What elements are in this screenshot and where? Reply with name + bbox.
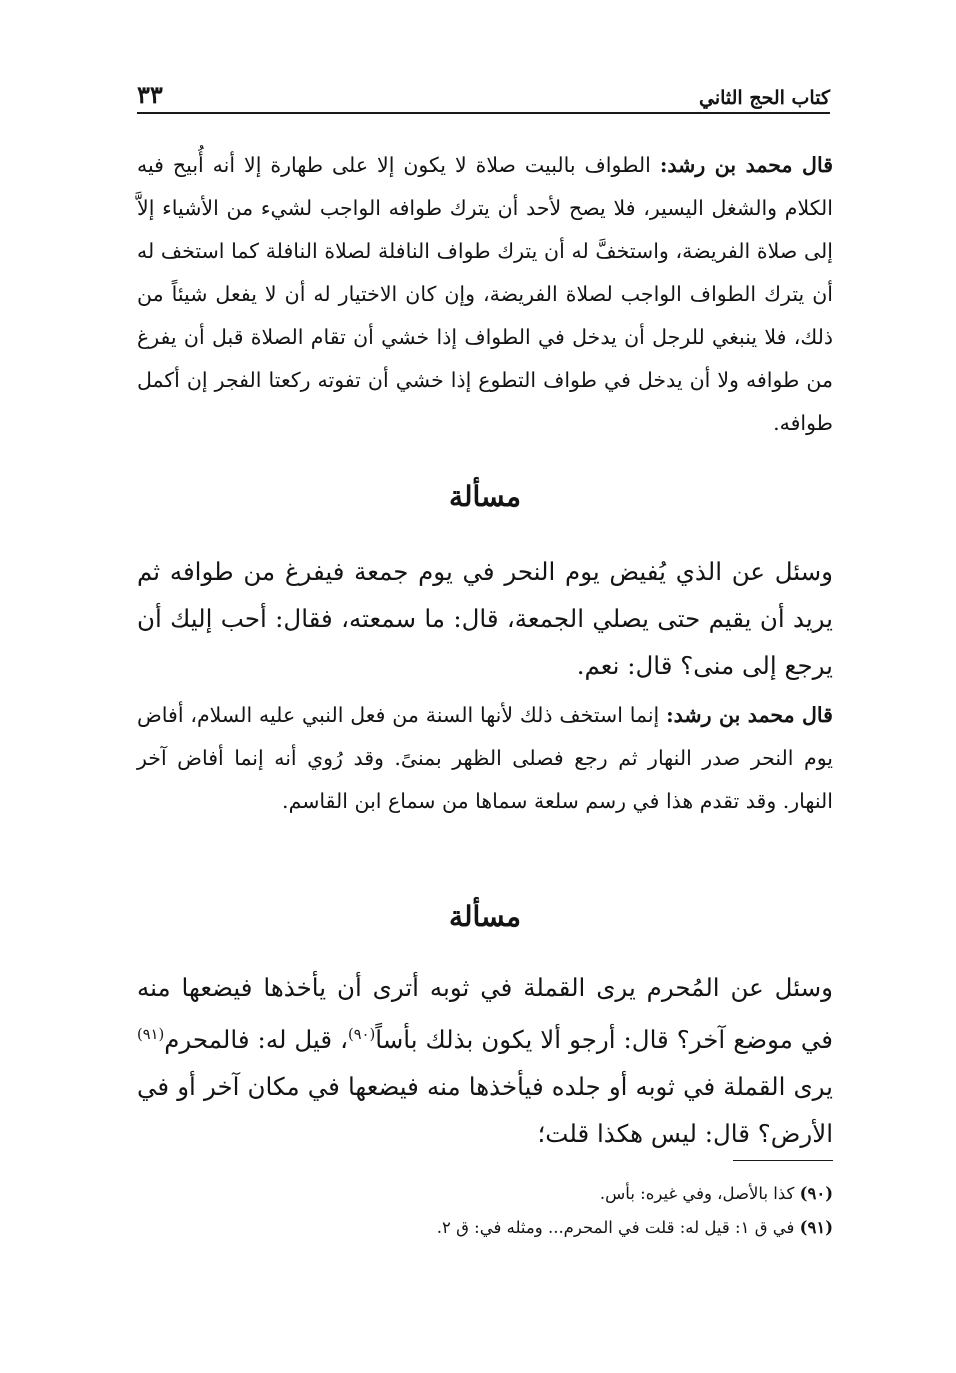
speaker-label: قال محمد بن رشد:: [659, 153, 833, 177]
commentary-text: الطواف بالبيت صلاة لا يكون إلا على طهارة إلا أنه أُبيح فيه الكلام والشغل اليسير، فلا يصح لأحد أن يترك طوافه الواجب لشيء من الأشياء إلاَّ إلى صلاة الفريضة، واستخفَّ له أن يترك طواف النافلة لصلاة النافلة كما استخف له أن يترك الطواف الواجب لصلاة الفريضة، وإن كان الاختيار له أن لا يفعل شيئاً من ذلك، فلا ينبغي للرجل أن يدخل في الطواف إذا خشي أن تقام الصلاة قبل أن يفرغ من طوافه ولا أن يدخل في طواف التطوع إذا خشي أن تفوته ركعتا الفجر إن أكمل طوافه.: [137, 153, 833, 435]
book-title: كتاب الحج الثاني: [699, 87, 830, 109]
footnote-text: كذا بالأصل، وفي غيره: بأس.: [599, 1184, 795, 1203]
footnote: [137, 1214, 833, 1242]
question-paragraph: وسئل عن الذي يُفيض يوم النحر في يوم جمعة فيفرغ من طوافه ثم يريد أن يقيم حتى يصلي الجمعة، قال: ما سمعته، فقال: أحب إليك أن يرجع إلى منى؟ قال: نعم.: [137, 557, 833, 680]
section-heading: مسألة: [448, 480, 522, 513]
footnote-separator: [733, 1160, 833, 1161]
speaker-label: قال محمد بن رشد:: [666, 703, 833, 727]
footnote-ref: (٩١): [137, 1026, 165, 1043]
footnote-number: (٩٠): [799, 1184, 833, 1203]
question-paragraph: [137, 964, 833, 1157]
footnote-number: (٩١): [799, 1218, 833, 1237]
footnote-text: في ق ١: قيل له: قلت في المحرم... ومثله في: ق ٢.: [436, 1218, 795, 1237]
question-text: وسئل عن المُحرم يرى القملة في ثوبه أترى أن يأخذها فيضعها منه في موضع آخر؟ قال: أرجو ألا يكون بذلك بأساً: [137, 973, 833, 1055]
footnote-ref: (٩٠): [347, 1026, 376, 1043]
section-heading: مسألة: [448, 900, 522, 933]
question-text: ، قيل له: فالمحرم: [164, 1025, 348, 1055]
commentary-paragraph: [137, 144, 833, 445]
footnote: [137, 1180, 833, 1208]
running-header: [137, 76, 830, 114]
commentary-text: إنما استخف ذلك لأنها السنة من فعل النبي عليه السلام، أفاض يوم النحر صدر النهار ثم رجع فصلى الظهر بمنىً. وقد رُوي أنه إنما أفاض آخر النهار. وقد تقدم هذا في رسم سلعة سماها من سماع ابن القاسم.: [137, 703, 833, 813]
question-text: يرى القملة في ثوبه أو جلده فيأخذها منه فيضعها في مكان آخر أو في الأرض؟ قال: ليس هكذا قلت؛: [137, 1072, 833, 1149]
commentary-paragraph: [137, 694, 833, 823]
page-number: ٣٣: [137, 80, 163, 109]
